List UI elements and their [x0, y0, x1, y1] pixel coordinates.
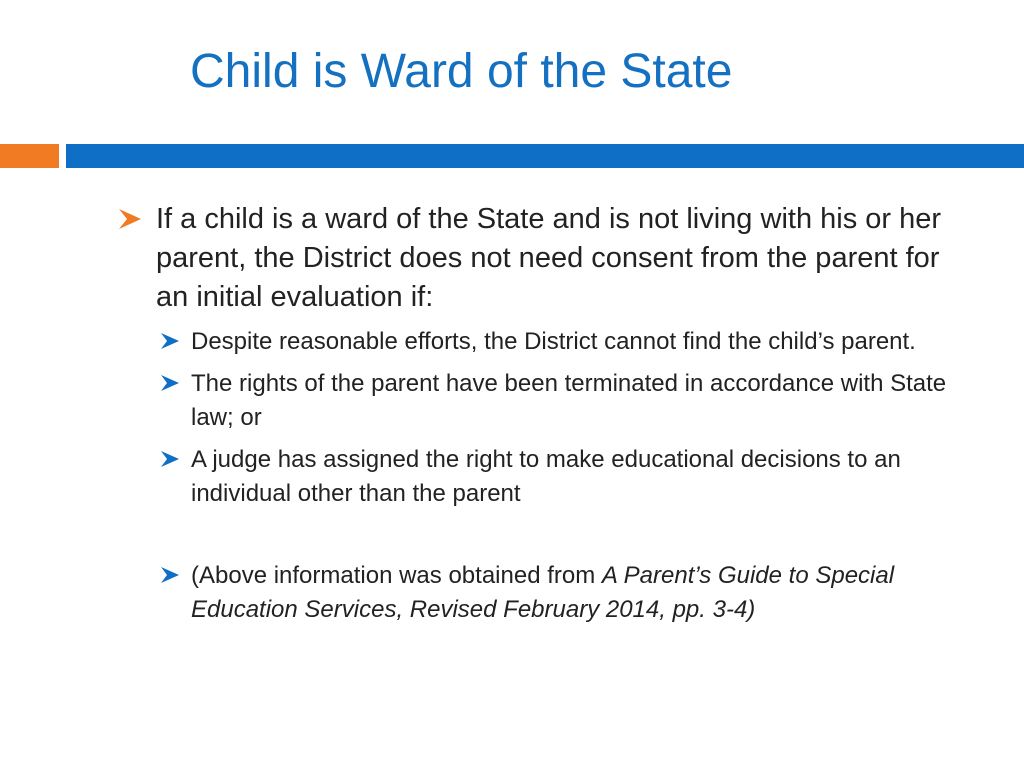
accent-bar-blue — [66, 144, 1024, 168]
arrow-bullet-icon — [160, 450, 180, 468]
sub-bullet-item — [160, 443, 978, 511]
bullet-text: If a child is a ward of the State and is not living with his or her parent, the District does not need consent from the parent for an initial evaluation if: — [156, 203, 942, 313]
accent-bar-orange — [0, 144, 59, 168]
sub-bullet-item — [160, 325, 978, 359]
bullet-item-main — [118, 200, 978, 317]
source-citation-text — [191, 559, 978, 627]
sub-bullet-text: A judge has assigned the right to make educational decisions to an individual other than the parent — [191, 446, 901, 507]
arrow-bullet-icon — [160, 332, 180, 350]
source-title-italic: A Parent’s Guide to Special Education Services, Revised February 2014, pp. 3-4) — [191, 562, 895, 623]
slide-title: Child is Ward of the State — [190, 45, 733, 98]
source-prefix: (Above information was obtained from — [191, 562, 602, 589]
arrow-bullet-icon — [160, 374, 180, 392]
arrow-bullet-icon — [118, 208, 142, 230]
sub-bullet-text: Despite reasonable efforts, the District cannot find the child’s parent. — [191, 328, 916, 355]
sub-bullet-text: The rights of the parent have been terminated in accordance with State law; or — [191, 370, 947, 431]
source-bullet-item — [160, 559, 978, 627]
sub-bullet-item — [160, 367, 978, 435]
arrow-bullet-icon — [160, 566, 180, 584]
bullet-list — [118, 200, 978, 627]
